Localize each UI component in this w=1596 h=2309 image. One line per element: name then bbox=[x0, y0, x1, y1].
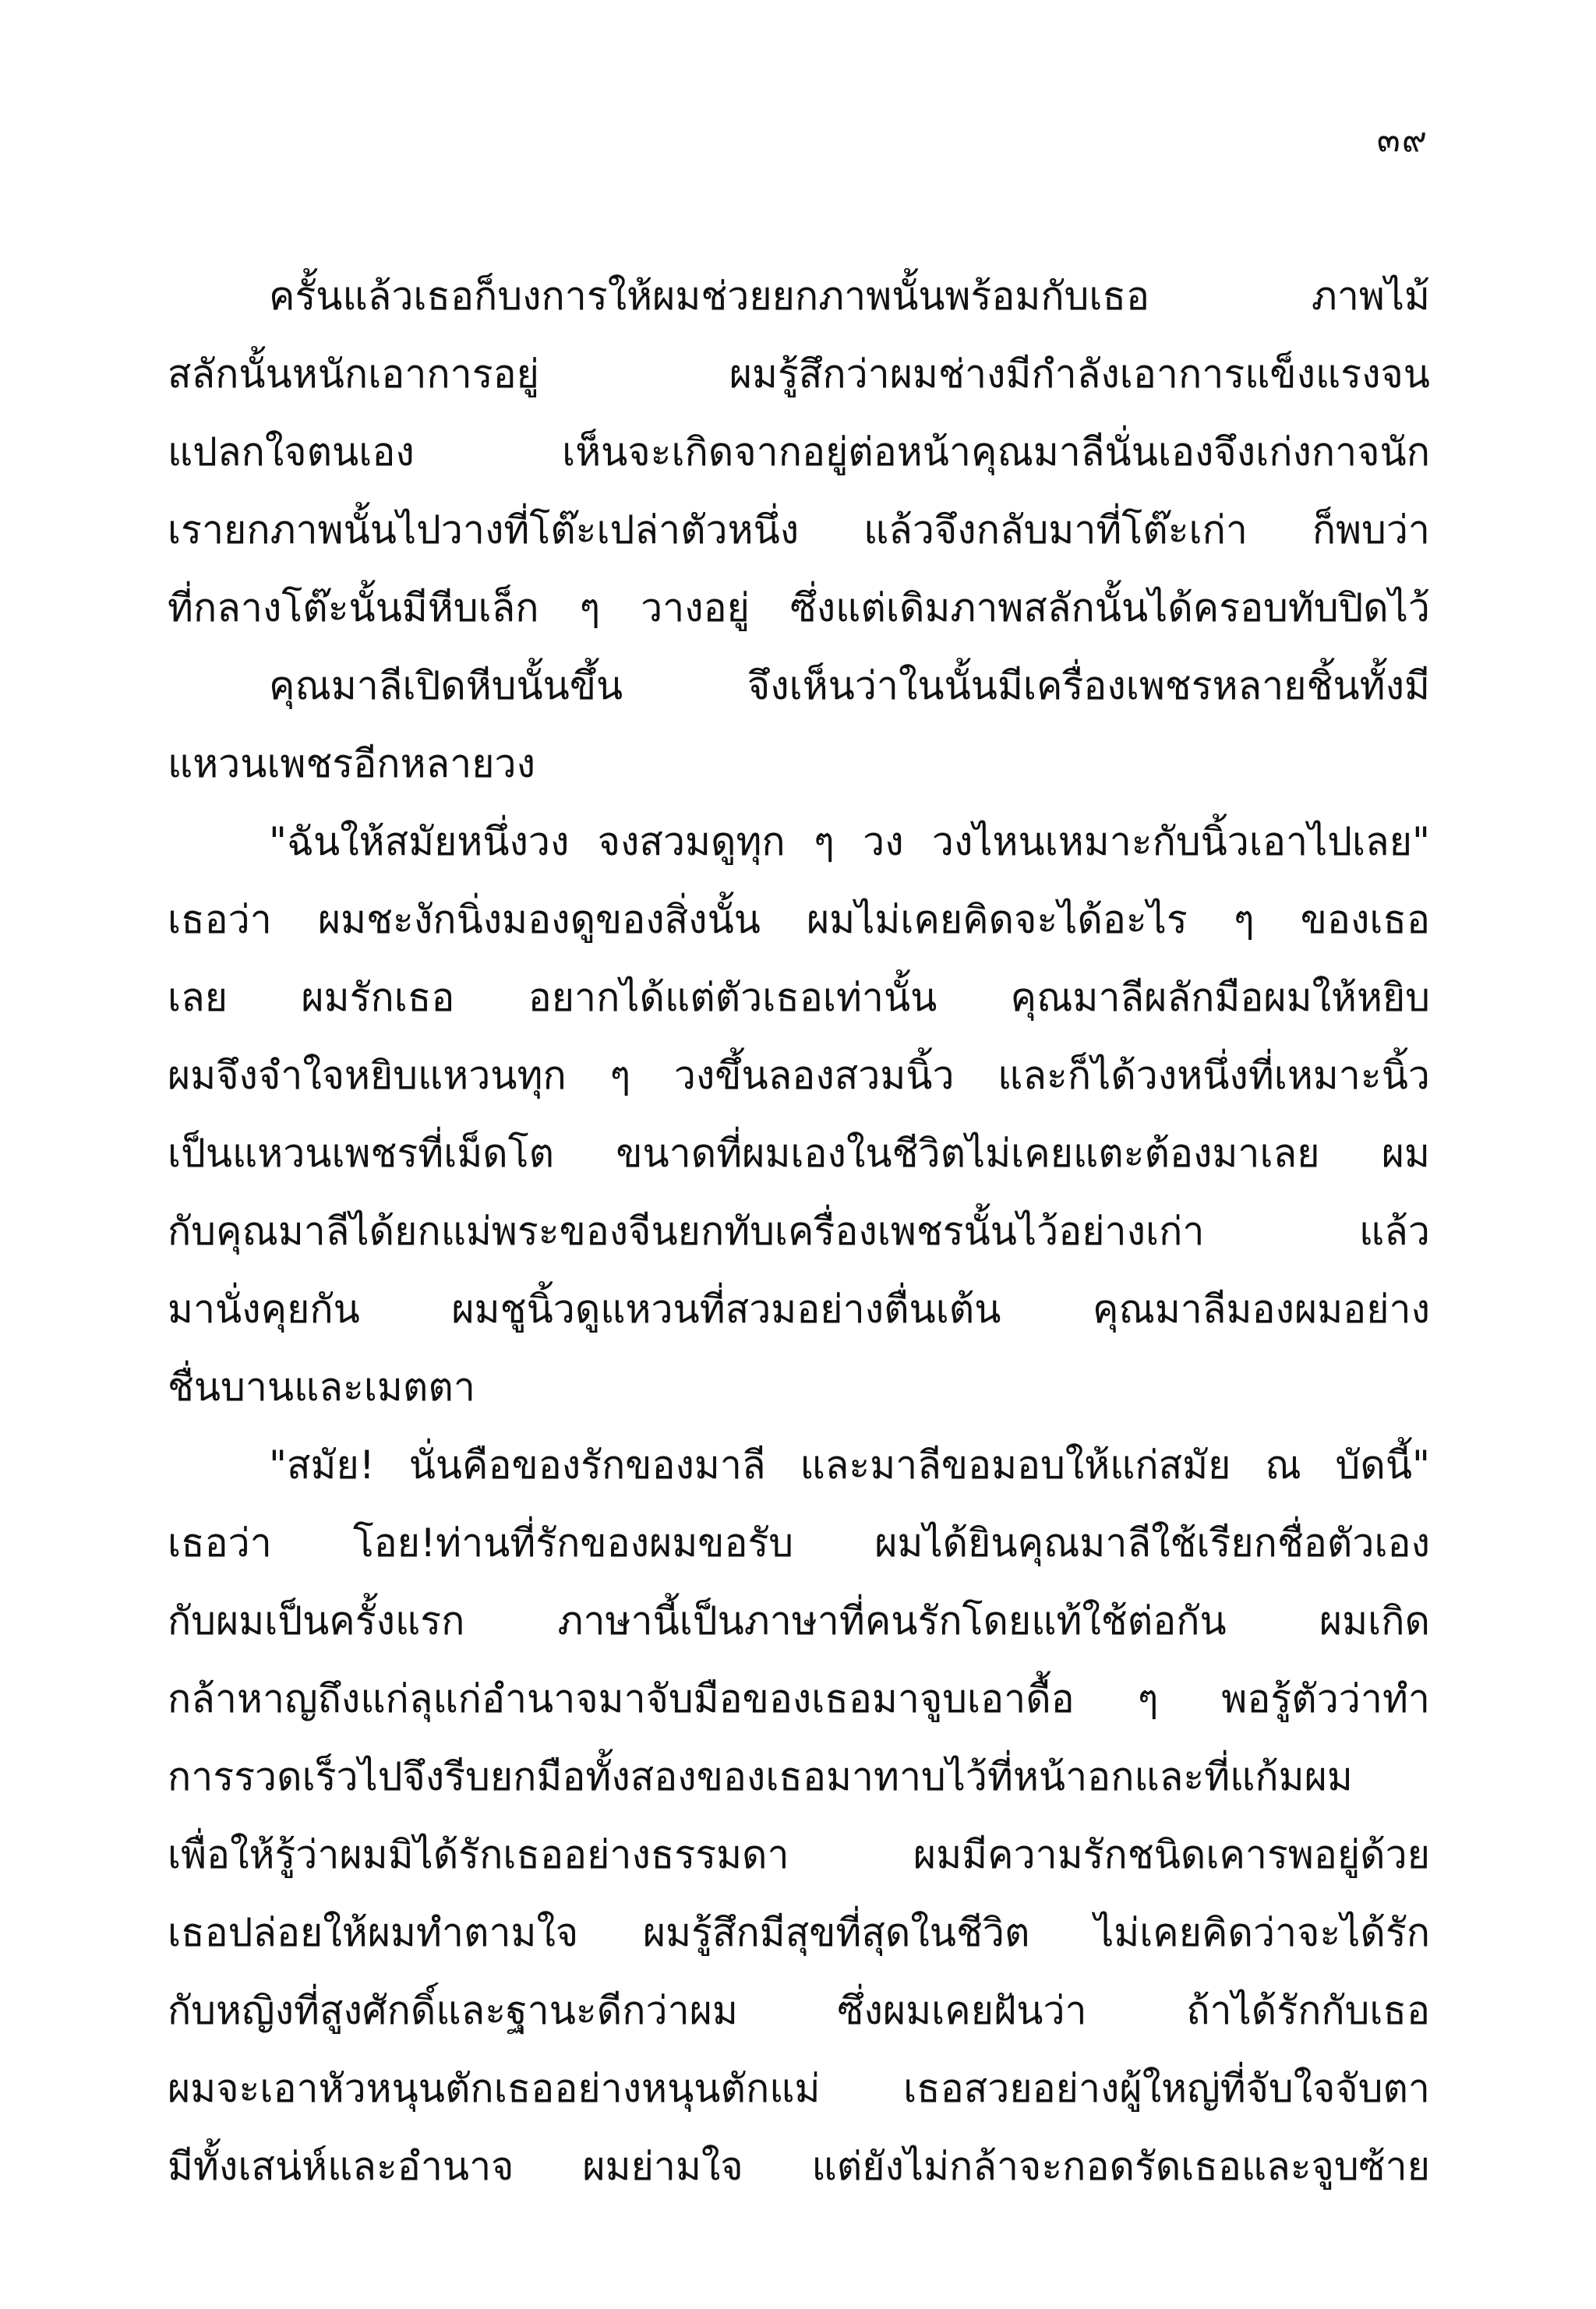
text-line: การรวดเร็วไปจึงรีบยกมือทั้งสองของเธอมาทาบไว้ที่หน้าอกและที่แก้มผม bbox=[168, 1754, 1353, 1799]
text-line: ครั้นแล้วเธอก็บงการให้ผมช่วยยกภาพนั้นพร้อมกับเธอ ภาพไม้ bbox=[269, 274, 1430, 319]
text-line: เธอว่า โอย!ท่านที่รักของผมขอรับ ผมได้ยินคุณมาลีใช้เรียกชื่อตัวเอง bbox=[168, 1520, 1430, 1566]
text-line: คุณมาลีเปิดหีบนั้นขึ้น จึงเห็นว่าในนั้นมีเครื่องเพชรหลายชิ้นทั้งมี bbox=[269, 663, 1430, 708]
text-line: มานั่งคุยกัน ผมชูนิ้วดูแหวนที่สวมอย่างตื่นเต้น คุณมาลีมองผมอย่าง bbox=[168, 1287, 1430, 1332]
text-line: ชื่นบานและเมตตา bbox=[168, 1365, 475, 1410]
text-line: เป็นแหวนเพชรที่เม็ดโต ขนาดที่ผมเองในชีวิตไม่เคยแตะต้องมาเลย ผม bbox=[168, 1131, 1430, 1176]
text-line: ผมจึงจำใจหยิบแหวนทุก ๆ วงขึ้นลองสวมนิ้ว และก็ได้วงหนึ่งที่เหมาะนิ้ว bbox=[168, 1053, 1430, 1098]
text-line: กับคุณมาลีได้ยกแม่พระของจีนยกทับเครื่องเพชรนั้นไว้อย่างเก่า แล้ว bbox=[168, 1209, 1430, 1254]
text-line: กับหญิงที่สูงศักดิ์และฐานะดีกว่าผม ซึ่งผมเคยฝันว่า ถ้าได้รักกับเธอ bbox=[168, 1988, 1430, 2033]
text-line: แหวนเพชรอีกหลายวง bbox=[168, 741, 536, 786]
text-line: ที่กลางโต๊ะนั้นมีหีบเล็ก ๆ วางอยู่ ซึ่งแต่เดิมภาพสลักนั้นได้ครอบทับปิดไว้ bbox=[168, 585, 1430, 630]
text-line: เธอปล่อยให้ผมทำตามใจ ผมรู้สึกมีสุขที่สุดในชีวิต ไม่เคยคิดว่าจะได้รัก bbox=[168, 1910, 1430, 1955]
text-line: สลักนั้นหนักเอาการอยู่ ผมรู้สึกว่าผมช่างมีกำลังเอาการแข็งแรงจน bbox=[168, 351, 1430, 397]
text-line: เธอว่า ผมชะงักนิ่งมองดูของสิ่งนั้น ผมไม่เคยคิดจะได้อะไร ๆ ของเธอ bbox=[168, 897, 1430, 942]
body-text bbox=[168, 257, 1430, 2205]
text-line: "สมัย! นั่นคือของรักของมาลี และมาลีขอมอบให้แก่สมัย ณ บัดนี้" bbox=[269, 1442, 1430, 1488]
text-line: เลย ผมรักเธอ อยากได้แต่ตัวเธอเท่านั้น คุณมาลีผลักมือผมให้หยิบ bbox=[168, 975, 1430, 1020]
text-line: เรายกภาพนั้นไปวางที่โต๊ะเปล่าตัวหนึ่ง แล้วจึงกลับมาที่โต๊ะเก่า ก็พบว่า bbox=[168, 507, 1430, 553]
text-line: กล้าหาญถึงแก่ลุแก่อำนาจมาจับมือของเธอมาจูบเอาดื้อ ๆ พอรู้ตัวว่าทำ bbox=[168, 1676, 1430, 1721]
text-line: เพื่อให้รู้ว่าผมมิได้รักเธออย่างธรรมดา ผมมีความรักชนิดเคารพอยู่ด้วย bbox=[168, 1832, 1430, 1877]
text-line: ผมจะเอาหัวหนุนตักเธออย่างหนุนตักแม่ เธอสวยอย่างผู้ใหญ่ที่จับใจจับตา bbox=[168, 2066, 1430, 2111]
text-line: แปลกใจตนเอง เห็นจะเกิดจากอยู่ต่อหน้าคุณมาลีนั่นเองจึงเก่งกาจนัก bbox=[168, 429, 1430, 475]
text-line: กับผมเป็นครั้งแรก ภาษานี้เป็นภาษาที่คนรักโดยแท้ใช้ต่อกัน ผมเกิด bbox=[168, 1598, 1430, 1643]
text-line: "ฉันให้สมัยหนึ่งวง จงสวมดูทุก ๆ วง วงไหนเหมาะกับนิ้วเอาไปเลย" bbox=[269, 819, 1430, 864]
text-line: มีทั้งเสน่ห์และอำนาจ ผมย่ามใจ แต่ยังไม่กล้าจะกอดรัดเธอและจูบซ้าย bbox=[168, 2144, 1430, 2189]
page-number: ๓๙ bbox=[1376, 120, 1428, 160]
